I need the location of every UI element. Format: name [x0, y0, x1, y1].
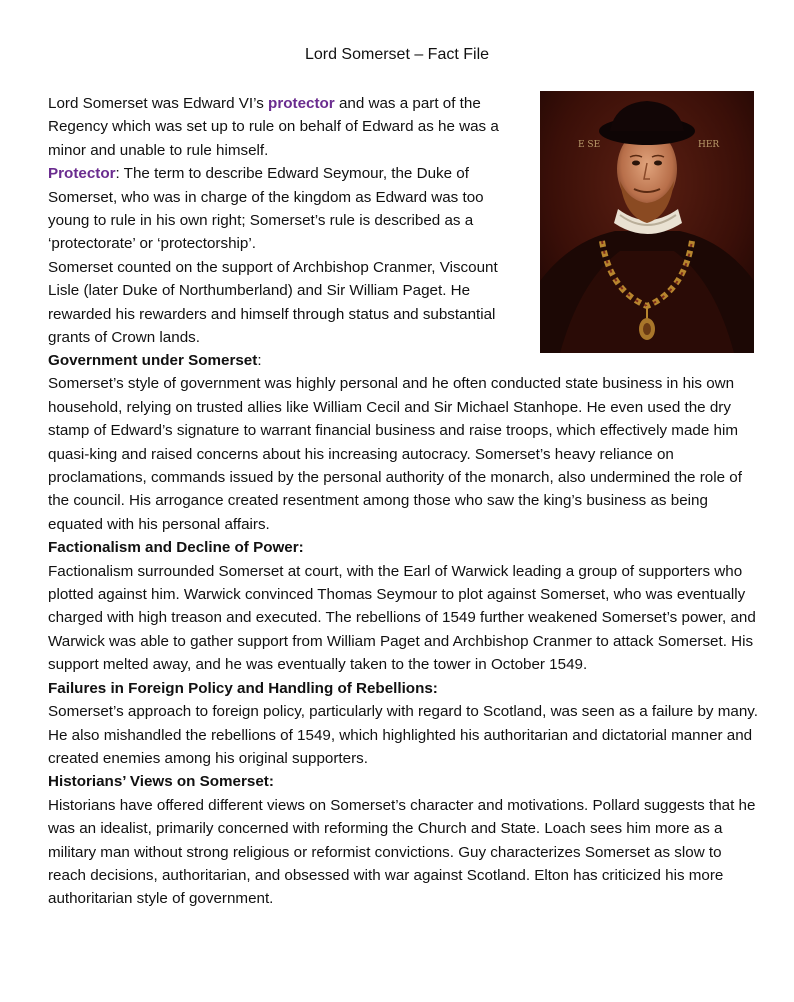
intro-text-before: Lord Somerset was Edward VI’s — [48, 95, 269, 112]
section-heading-factionalism: Factionalism and Decline of Power: — [48, 539, 304, 557]
section-body-government: Somerset’s style of government was highly personal and he often conducted state business in his own household, relying on trusted allies like William Cecil and Sir Michael Stanhope. He even used the dry stamp of Edward’s signature to warrant financial business and raise troops, which effectively made him quasi-king and raised concerns about his increasing autocracy. Somerset’s heavy reliance on proclamations, commands issued by the personal authority of the monarch, also undermined the role of the council. His arrogance created resentment among those who saw the king’s business as being equated with his personal affairs. — [48, 375, 742, 533]
svg-text:E SE: E SE — [578, 140, 601, 150]
portrait-image — [540, 91, 754, 353]
section-body-foreign-policy: Somerset’s approach to foreign policy, particularly with regard to Scotland, was seen as a failure by many. He also mishandled the rebellions of 1549, which highlighted his authoritarian and dictatorial manner and created enemies among his original supporters. — [48, 703, 758, 767]
section-heading-government: Government under Somerset — [48, 352, 258, 369]
section-heading-suffix: : — [257, 352, 262, 369]
definition-text: : The term to describe Edward Seymour, the Duke of Somerset, who was in charge of the kingdom as Edward was too young to rule in his own right; Somerset’s rule is described as a ‘protectorate’ or ‘protectorship’. — [48, 165, 484, 253]
section-body-historians: Historians have offered different views on Somerset’s character and motivations. Pollard suggests that he was an idealist, primarily concerned with reforming the Church and State. Loach sees him more as a military man without strong religious or reformist convictions. Guy characterizes Somerset as slow to reach decisions, authoritarian, and obsessed with war against Scotland. Elton has criticized his more authoritarian style of government. — [48, 796, 756, 908]
definition-term: Protector — [48, 165, 116, 183]
sections — [48, 349, 763, 911]
section-heading-foreign-policy: Failures in Foreign Policy and Handling of Rebellions: — [48, 679, 438, 697]
intro-paragraph — [48, 92, 528, 349]
page-title: Lord Somerset – Fact File — [304, 46, 490, 63]
intro-text-after: and was a part of the Regency which was set up to rule on behalf of Edward as he was a minor and unable to rule himself. — [48, 95, 499, 159]
support-paragraph: Somerset counted on the support of Archbishop Cranmer, Viscount Lisle (later Duke of Northumberland) and Sir William Paget. He rewarded his rewarders and himself through status and substantial grants of Crown lands. — [48, 258, 498, 347]
section-body-factionalism: Factionalism surrounded Somerset at court, with the Earl of Warwick leading a group of supporters who plotted against him. Warwick convinced Thomas Seymour to plot against Somerset, who was eventually charged with high treason and executed. The rebellions of 1549 further weakened Somerset’s power, and Warwick was able to gather support from William Paget and Archbishop Cranmer to attack Somerset. His support melted away, and he was eventually taken to the tower in October 1549. — [48, 562, 756, 674]
section-heading-historians: Historians’ Views on Somerset: — [48, 773, 274, 791]
protector-keyword: protector — [268, 95, 335, 112]
svg-text:HER: HER — [698, 140, 720, 150]
